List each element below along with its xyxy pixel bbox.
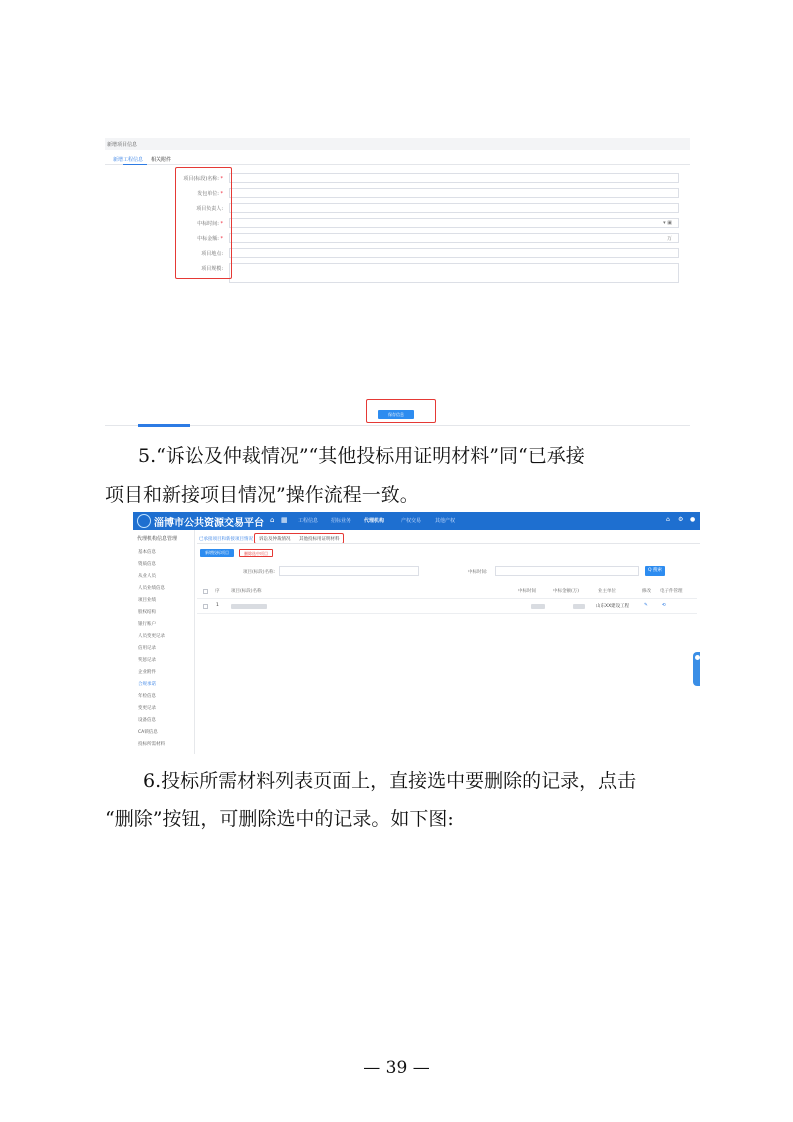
search-time-input[interactable]: [495, 566, 639, 576]
save-button[interactable]: 保存信息: [378, 410, 414, 419]
search-name-input[interactable]: [279, 566, 419, 576]
page-number: — 39 —: [363, 1058, 430, 1078]
chat-icon: [695, 655, 700, 660]
sidebar-item[interactable]: 从业人员: [138, 574, 156, 579]
sidebar-item[interactable]: 企业附件: [138, 670, 156, 675]
row-owner: 山东XX建设工程: [596, 604, 630, 609]
field-label: 项目规模:: [201, 266, 223, 272]
tab-project-info[interactable]: 新增工程信息: [113, 157, 144, 163]
screenshot-material-list: [133, 512, 700, 754]
paragraph-step6-line2: “删除”按钮，可删除选中的记录。如下图:: [105, 808, 454, 830]
th-bid-amount: 中标金额(万): [553, 589, 580, 594]
field-label: 项目地点:: [201, 251, 223, 257]
sidebar-item[interactable]: 项目业绩: [138, 598, 156, 603]
field-label: 项目(标段)名称: *: [183, 176, 223, 182]
calendar-icon[interactable]: ▾ ▣: [663, 220, 672, 226]
tab-attachments[interactable]: 相关附件: [151, 157, 172, 163]
active-tab-underline: [123, 164, 147, 165]
search-button[interactable]: Q 搜索: [645, 566, 665, 576]
nav-item-3[interactable]: 代理机构: [364, 518, 385, 524]
sidebar-item[interactable]: 变更记录: [138, 706, 156, 711]
window-titlebar: [105, 138, 690, 150]
field-label: 中标时间: *: [197, 221, 223, 227]
redacted-bid-amount: [573, 604, 585, 609]
bid-time-input[interactable]: [229, 218, 679, 228]
sidebar-item[interactable]: 年检信息: [138, 694, 156, 699]
tab-divider: [105, 164, 690, 165]
sidebar-item[interactable]: 投标所需材料: [138, 742, 165, 747]
location-input[interactable]: [229, 248, 679, 258]
select-all-checkbox[interactable]: [203, 589, 208, 594]
redacted-bid-time: [531, 604, 545, 609]
paragraph-step5-line2: 项目和新接项目情况”操作流程一致。: [105, 484, 419, 506]
highlight-box-labels: [175, 167, 232, 279]
client-input[interactable]: [229, 188, 679, 198]
project-name-input[interactable]: [229, 173, 679, 183]
th-efile: 电子件管理: [660, 589, 683, 594]
redacted-project-name: [231, 604, 267, 609]
th-edit: 修改: [642, 589, 651, 594]
search-label-time: 中标时间:: [468, 570, 488, 575]
tab-other-proof[interactable]: 其他投标用证明材料: [299, 537, 340, 542]
sidebar-item[interactable]: CA锁信息: [138, 730, 158, 735]
footer-divider: [105, 425, 690, 426]
sidebar-item[interactable]: 人员变更记录: [138, 634, 165, 639]
sidebar-item[interactable]: 股权结构: [138, 610, 156, 615]
sidebar-item[interactable]: 基本信息: [138, 550, 156, 555]
sidebar-title: 代理机构信息管理: [137, 536, 178, 542]
field-label: 项目负责人:: [196, 206, 223, 212]
settings-icon[interactable]: ⚙: [678, 516, 684, 523]
user-icon[interactable]: ●: [690, 516, 696, 523]
window-title: 新增项目信息: [107, 142, 138, 148]
sidebar-item[interactable]: 人员业绩信息: [138, 586, 165, 591]
field-label: 发包单位: *: [197, 191, 223, 197]
screenshot-add-project-form: [105, 138, 690, 430]
paragraph-step6-line1: 6.投标所需材料列表页面上，直接选中要删除的记录，点击: [143, 770, 637, 792]
add-project-button[interactable]: 新增投标项目: [200, 549, 234, 557]
grid-icon[interactable]: ▦: [281, 516, 288, 524]
app-title: 淄博市公共资源交易平台: [154, 518, 264, 529]
manager-input[interactable]: [229, 203, 679, 213]
edit-icon[interactable]: ✎: [644, 603, 648, 608]
sidebar-item[interactable]: 信用记录: [138, 646, 156, 651]
nav-item-1[interactable]: 工程信息: [298, 518, 319, 524]
footer-scroll-indicator: [138, 424, 190, 427]
bell-icon[interactable]: ⌂: [666, 516, 670, 523]
sidebar-item[interactable]: 银行账户: [138, 622, 156, 627]
form-tabs: [113, 156, 313, 164]
field-label: 中标金额: *: [197, 236, 223, 242]
tab-projects[interactable]: 已承接项目和新接项目情况: [199, 537, 253, 542]
sidebar-item[interactable]: 资质信息: [138, 562, 156, 567]
logo-icon: [137, 514, 151, 528]
paragraph-step5-line1: 5.“诉讼及仲裁情况”“其他投标用证明材料”同“已承接: [138, 445, 585, 467]
search-label-name: 项目(标段)名称:: [243, 570, 276, 575]
table-header-divider: [197, 598, 697, 599]
delete-selected-button[interactable]: 删除选中项目: [239, 549, 273, 557]
tab-litigation[interactable]: 诉讼及仲裁情况: [259, 537, 291, 542]
subtab-divider: [197, 543, 700, 544]
table-row-divider: [197, 613, 697, 614]
highlight-box-save: [366, 399, 436, 423]
th-project-name: 项目(标段)名称: [231, 589, 262, 594]
sidebar-item[interactable]: 奖惩记录: [138, 658, 156, 663]
row-index: 1: [216, 603, 219, 608]
bid-amount-input[interactable]: [229, 233, 679, 243]
th-index: 序: [215, 589, 220, 594]
sidebar-item[interactable]: 设备信息: [138, 718, 156, 723]
nav-item-2[interactable]: 招标业务: [331, 518, 352, 524]
row-checkbox[interactable]: [203, 604, 208, 609]
unit-suffix: 万: [666, 236, 672, 242]
nav-item-4[interactable]: 产权交易: [401, 518, 422, 524]
nav-item-5[interactable]: 其他产权: [435, 518, 456, 524]
th-bid-time: 中标时间: [518, 589, 536, 594]
efile-icon[interactable]: ⟲: [662, 603, 666, 608]
th-owner: 业主单位: [598, 589, 616, 594]
sidebar-item-active[interactable]: 合规承诺: [138, 682, 156, 687]
scale-textarea[interactable]: [229, 263, 679, 283]
home-icon[interactable]: ⌂: [270, 516, 275, 524]
